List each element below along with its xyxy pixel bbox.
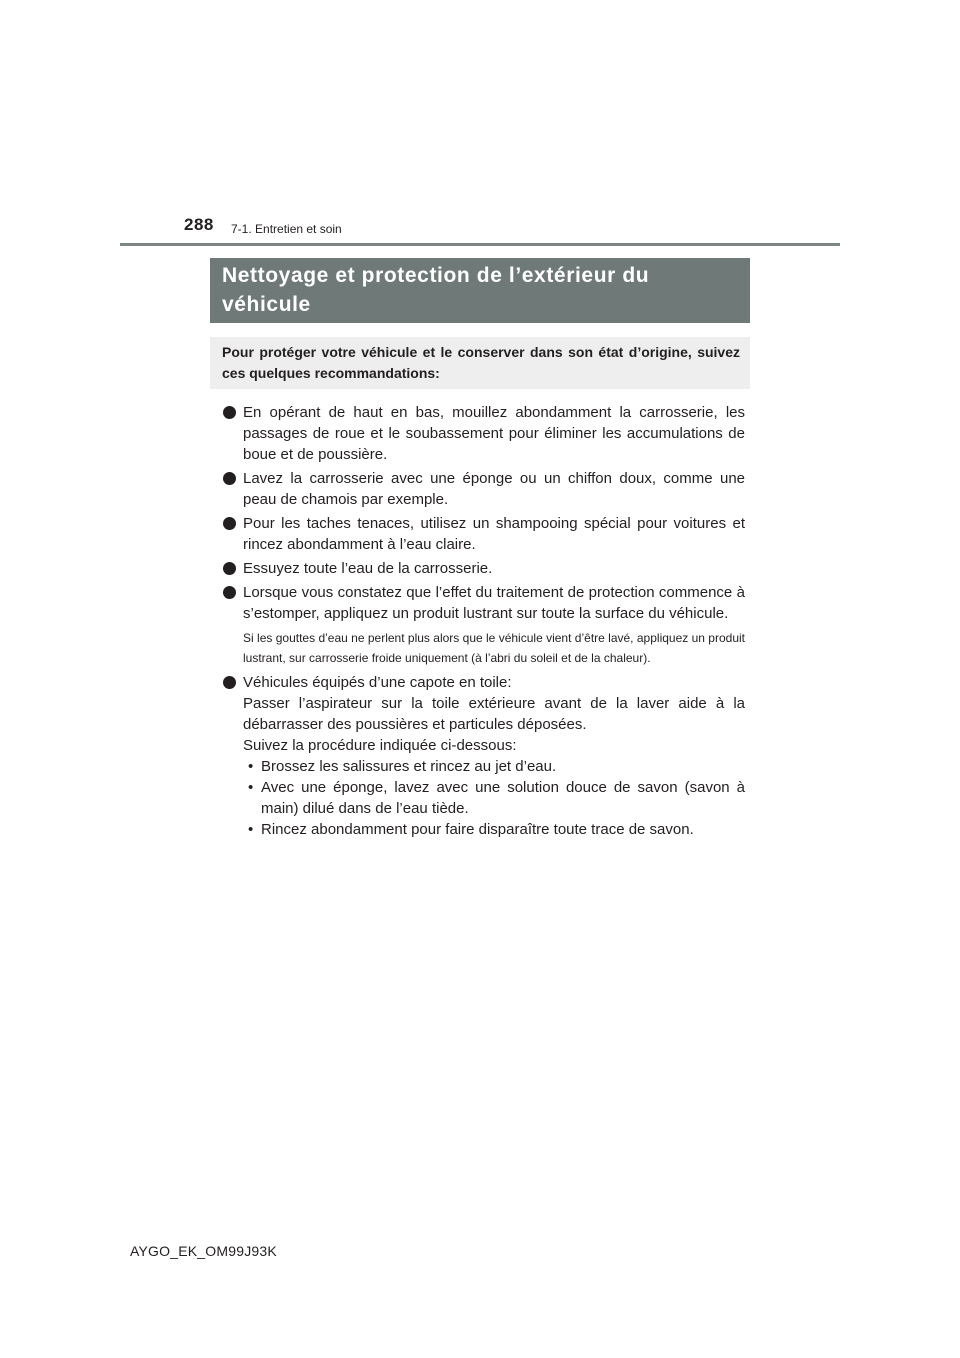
section-label: 7-1. Entretien et soin	[231, 222, 342, 236]
procedure-intro: Suivez la procédure indiquée ci-dessous:	[243, 737, 517, 754]
bullet-item	[223, 582, 745, 624]
polish-note: Si les gouttes d’eau ne perlent plus alors que le véhicule vient d’être lavé, appliquez un produit lustrant, sur carrosserie froide uniquement (à l’abri du soleil et de la chaleur).	[243, 631, 745, 665]
bullet-dot-icon	[223, 406, 236, 419]
bullet-item	[223, 513, 745, 555]
bullet-item	[223, 558, 745, 579]
bullet-text: Pour les taches tenaces, utilisez un shampooing spécial pour voitures et rincez abondamment à l’eau claire.	[243, 515, 745, 553]
step-bullet-icon: •	[248, 758, 254, 775]
procedure-step	[243, 756, 745, 777]
bullet-text: En opérant de haut en bas, mouillez abondamment la carrosserie, les passages de roue et le soubassement pour éliminer les accumulations de boue et de poussière.	[243, 404, 745, 463]
step-bullet-icon: •	[248, 779, 254, 796]
document-code-footer: AYGO_EK_OM99J93K	[130, 1243, 277, 1259]
page-number: 288	[184, 215, 214, 234]
bullet-dot-icon	[223, 586, 236, 599]
procedure-step-text: Avec une éponge, lavez avec une solution douce de savon (savon à main) dilué dans de l’eau tiède.	[261, 779, 745, 817]
bullet-dot-icon	[223, 676, 236, 689]
section-title-line-2: véhicule	[222, 293, 311, 316]
intro-box	[210, 337, 750, 389]
content-body	[223, 402, 745, 843]
intro-text: Pour protéger votre véhicule et le conserver dans son état d’origine, suivez ces quelques recommandations:	[222, 344, 740, 381]
bullet-item-soft-top	[223, 672, 745, 840]
soft-top-heading: Véhicules équipés d’une capote en toile:	[243, 674, 512, 691]
bullet-dot-icon	[223, 472, 236, 485]
bullet-item	[223, 402, 745, 465]
soft-top-text: Passer l’aspirateur sur la toile extérieure avant de la laver aide à la débarrasser des poussières et particules déposées.	[243, 695, 745, 733]
bullet-text: Lavez la carrosserie avec une éponge ou un chiffon doux, comme une peau de chamois par exemple.	[243, 470, 745, 508]
procedure-step-text: Rincez abondamment pour faire disparaître toute trace de savon.	[261, 821, 694, 838]
header-divider	[120, 243, 840, 246]
procedure-step-text: Brossez les salissures et rincez au jet d’eau.	[261, 758, 557, 775]
bullet-dot-icon	[223, 517, 236, 530]
procedure-step	[243, 819, 745, 840]
section-title-banner	[210, 258, 750, 323]
bullet-item	[223, 468, 745, 510]
procedure-step	[243, 777, 745, 819]
bullet-text: Lorsque vous constatez que l’effet du traitement de protection commence à s’estomper, appliquez un produit lustrant sur toute la surface du véhicule.	[243, 584, 745, 622]
bullet-text: Essuyez toute l’eau de la carrosserie.	[243, 560, 493, 577]
section-title-line-1: Nettoyage et protection de l’extérieur du	[222, 264, 650, 287]
bullet-dot-icon	[223, 562, 236, 575]
step-bullet-icon: •	[248, 821, 254, 838]
